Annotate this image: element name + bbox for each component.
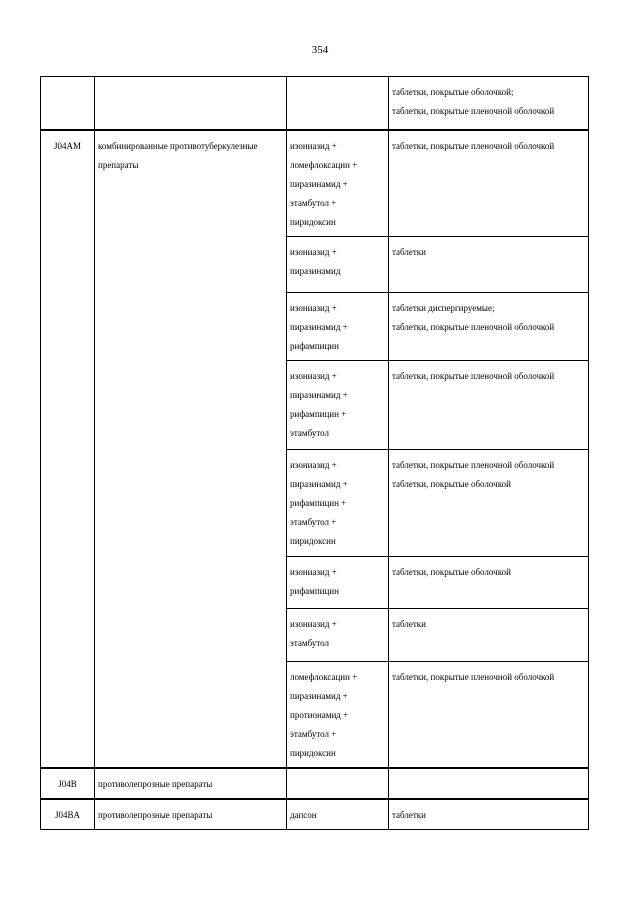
drug-name-line: изониазид + [290, 619, 337, 629]
group-name-cell [95, 768, 287, 799]
drug-name-line: изониазид + [290, 460, 337, 470]
drug-name-line: этамбутол [290, 428, 330, 438]
dosage-form-cell [389, 557, 589, 609]
drug-name-cell [287, 609, 389, 662]
drug-name-line: этамбутол + [290, 729, 337, 739]
drug-name-line: рифампицин [290, 586, 339, 596]
drug-name-line: этамбутол [290, 638, 330, 648]
dosage-form-cell [389, 293, 589, 361]
drug-name-line: пиразинамид + [290, 691, 348, 701]
group-name-cell [95, 130, 287, 769]
drug-name-line: пиразинамид + [290, 322, 348, 332]
atc-code-cell [41, 77, 95, 130]
atc-code-cell [41, 768, 95, 799]
drug-name-line: изониазид + [290, 567, 337, 577]
drug-name-line: изониазид + [290, 140, 337, 151]
dosage-form-cell [389, 609, 589, 662]
drug-name-line: пиразинамид + [290, 178, 348, 189]
drug-name-cell [287, 557, 389, 609]
drug-name-line: пиразинамид + [290, 479, 348, 489]
drug-name-line: изониазид + [290, 247, 337, 257]
dosage-form-cell [389, 361, 589, 450]
dosage-form-line: таблетки, покрытые пленочной оболочкой [392, 672, 555, 682]
drug-name-line: пиридоксин [290, 748, 336, 758]
dosage-form-line: таблетки, покрытые пленочной оболочкой [392, 140, 555, 151]
dosage-form-cell [389, 130, 589, 237]
group-name-line: препараты [98, 159, 139, 170]
dosage-form-line: таблетки, покрытые оболочкой; [392, 87, 514, 97]
drug-name-line: дапсон [290, 810, 317, 820]
group-name-line: противолепрозные препараты [98, 779, 213, 789]
table-row [41, 768, 589, 799]
drug-name-cell [287, 130, 389, 237]
drug-name-line: рифампицин [290, 341, 339, 351]
drug-name-line: пиридоксин [290, 536, 336, 546]
dosage-form-line: таблетки, покрытые оболочкой [392, 479, 511, 489]
group-name-line: комбинированные противотуберкулезные [98, 140, 258, 151]
drug-name-cell [287, 237, 389, 293]
drug-name-line: протионамид + [290, 710, 349, 720]
table-row [41, 799, 589, 830]
group-name-cell [95, 799, 287, 830]
drug-name-line: этамбутол + [290, 517, 337, 527]
drug-name-cell [287, 361, 389, 450]
drug-name-line: ломефлоксацин + [290, 672, 358, 682]
drug-name-line: пиразинамид [290, 266, 341, 276]
atc-code: J04B [58, 779, 77, 789]
atc-code: J04AM [53, 140, 81, 151]
atc-code-cell [41, 130, 95, 769]
table-row [41, 77, 589, 130]
drug-name-line: изониазид + [290, 303, 337, 313]
drug-name-cell [287, 799, 389, 830]
dosage-form-cell [389, 768, 589, 799]
dosage-form-cell [389, 237, 589, 293]
dosage-form-line: таблетки [392, 810, 427, 820]
group-name-cell [95, 77, 287, 130]
drug-name-cell [287, 77, 389, 130]
table-row [41, 130, 589, 237]
dosage-form-cell [389, 662, 589, 769]
drug-name-cell [287, 450, 389, 557]
dosage-form-line: таблетки [392, 619, 427, 629]
dosage-form-cell [389, 77, 589, 130]
atc-code-cell [41, 799, 95, 830]
dosage-form-line: таблетки, покрытые пленочной оболочкой [392, 322, 555, 332]
drug-name-line: ломефлоксацин + [290, 159, 358, 170]
drug-name-line: изониазид + [290, 371, 337, 381]
dosage-form-line: таблетки, покрытые пленочной оболочкой [392, 371, 555, 381]
atc-code: J04BA [54, 810, 80, 820]
dosage-form-cell [389, 450, 589, 557]
group-name-line: противолепрозные препараты [98, 810, 213, 820]
drug-name-cell [287, 293, 389, 361]
drug-name-line: пиридоксин [290, 216, 336, 227]
drug-name-line: этамбутол + [290, 197, 337, 208]
dosage-form-line: таблетки [392, 247, 427, 257]
dosage-form-line: таблетки, покрытые оболочкой [392, 567, 511, 577]
dosage-form-cell [389, 799, 589, 830]
drug-table [40, 76, 589, 830]
dosage-form-line: таблетки, покрытые пленочной оболочкой [392, 460, 555, 470]
drug-name-cell [287, 662, 389, 769]
drug-name-cell [287, 768, 389, 799]
drug-name-line: рифампицин + [290, 409, 347, 419]
drug-name-line: рифампицин + [290, 498, 347, 508]
dosage-form-line: таблетки диспергируемые; [392, 303, 495, 313]
drug-name-line: пиразинамид + [290, 390, 348, 400]
page-number: 354 [311, 44, 329, 56]
dosage-form-line: таблетки, покрытые пленочной оболочкой [392, 106, 555, 116]
